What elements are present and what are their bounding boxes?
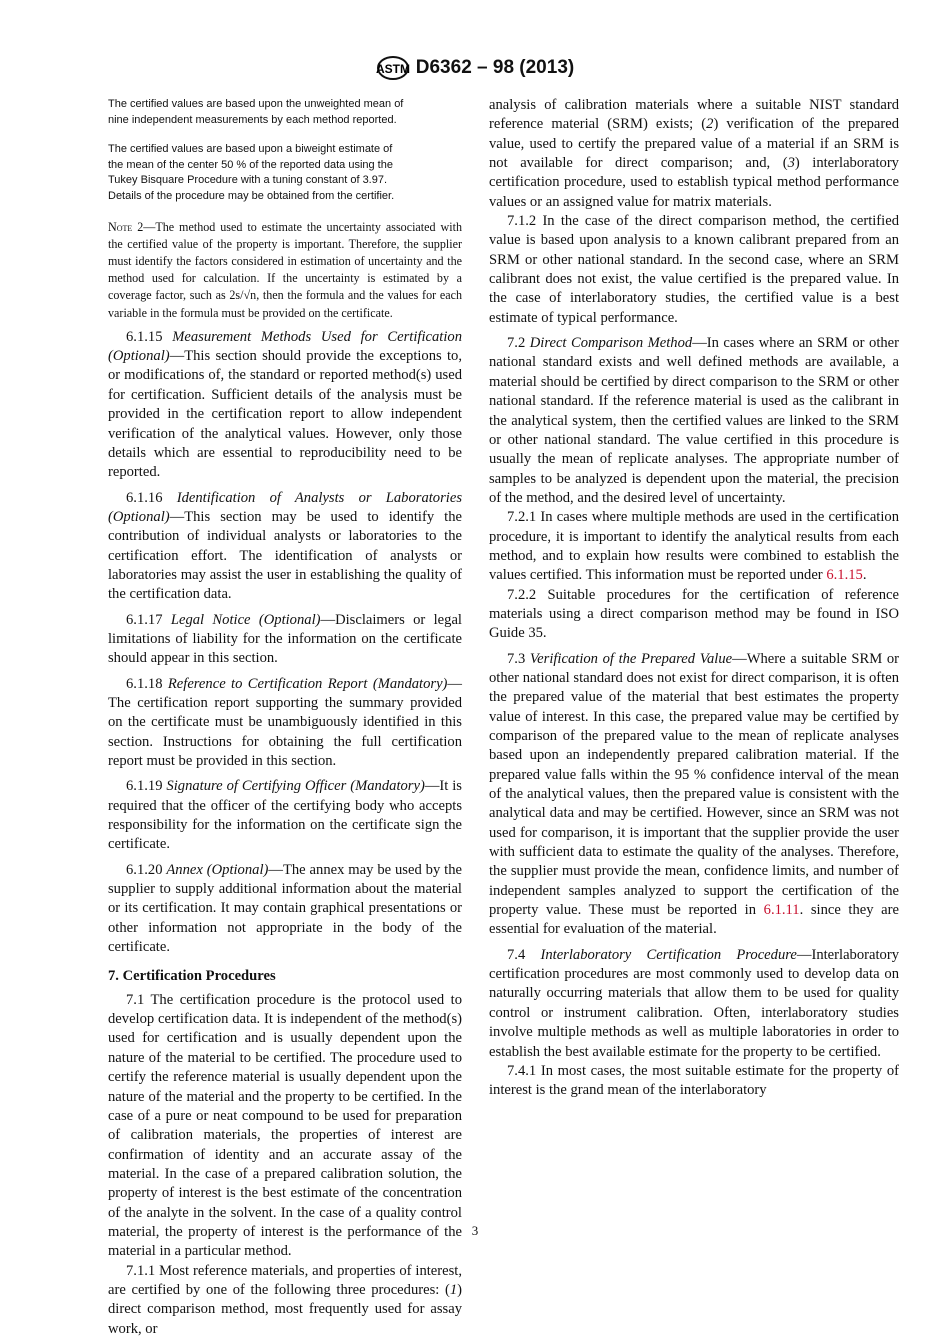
link-6-1-15[interactable]: 6.1.15 [826, 567, 863, 584]
section-7-1-2: 7.1.2 In the case of the direct comparison method, the certified value is based upon analysis to a known calibrant prepared from an SRM or other national standard. In the second case, where an SRM calibrant does not exist, the value certified is the prepared value. In the case of interlaboratory studies, the certified value is a best estimate of typical performance. [489, 213, 899, 326]
section-7-1-1: 7.1.1 Most reference materials, and properties of interest, are certified by one of the following three procedures: (1) direct comparison method, most frequently used for assay work, or [108, 1262, 462, 1337]
section-7-2: 7.2 Direct Comparison Method—In cases where an SRM or other national standard exists and well defined methods are available, a material should be certified by direct comparison to the SRM or other national standard. If the reference material is used as the calibrant in the analytical system, then the certified values are linked to the SRM or other national standard. The value certified in this procedure is usually the mean of replicate analyses. The appropriate number of samples to be analyzed is dependent upon the material, the precision of the method, and the desired level of uncertainty. [489, 335, 900, 506]
section-heading: 7. Certification Procedures [108, 968, 276, 985]
section-7-4: 7.4 Interlaboratory Certification Procedure—Interlaboratory certification procedures are most commonly used to develop data on naturally occurring materials that allow them to be used for quality control or instrument calibration. Often, interlaboratory studies involve multiple methods as well as multiple laboratories in order to establish the best available estimate for the property to be certified. [489, 946, 899, 1060]
formula: 2s/√n [229, 288, 257, 303]
footnote: The certified values are based upon the unweighted mean of nine independent measurements by each method reported. [108, 98, 404, 126]
section-7-4-1: 7.4.1 In most cases, the most suitable estimate for the property of interest is the grand mean of the interlaboratory [489, 1062, 899, 1099]
section-6-1-17: 6.1.17 Legal Notice (Optional)—Disclaimers or legal limitations of liability for the information on the certificate should appear in this section. [108, 611, 462, 667]
section-7-2-2: 7.2.2 Suitable procedures for the certification of reference materials using a direct comparison method may be found in ISO Guide 35. [489, 586, 899, 642]
footnote: The certified values are based upon a biweight estimate of the mean of the center 50 % of the reported data using the Tukey Bisquare Procedure with a tuning constant of 3.97. Details of the procedure may be obtained from the certifier. [108, 143, 395, 202]
section-6-1-19: 6.1.19 Signature of Certifying Officer (Mandatory)—It is required that the officer of the certifying body who accepts responsibility for the information on the certificate sign the certificate. [108, 778, 462, 853]
section-6-1-16: 6.1.16 Identification of Analysts or Laboratories (Optional)—This section may be used to identify the contribution of individual analysts or laboratories to the certification effort. The identification of analysts or laboratories may assist the user in establishing the quality of the certification data. [108, 489, 462, 603]
designation: D6362 – 98 (2013) [415, 57, 575, 79]
right-column [489, 96, 899, 1101]
page-header [0, 55, 950, 81]
section-7-2-1: 7.2.1 In cases where multiple methods are used in the certification procedure, it is important to identify the analytical results from each method, and to explain how results were combined to establish the values certified. This information must be reported under 6.1.15. [489, 509, 899, 584]
svg-text:ASTM: ASTM [375, 62, 410, 76]
section-7-3: 7.3 Verification of the Prepared Value—Where a suitable SRM or other national standard does not exist for direct comparison, it is often the prepared value of the material that best estimates the property value of interest. In this case, the prepared value may be certified by comparison of the prepared value to the mean of replicate analyses based upon an independently prepared calibration material. If the prepared value falls within the 95 % confidence interval of the mean of the analytical values, then the prepared value is consistent with the analytical data and may be certified. However, since an SRM was not used for comparison, it is important that the supplier provide the user with sufficient data to estimate the quality of the analyses. Therefore, the supplier must provide the mean, confidence limits, and number of independent samples analyzed to support the certification of the property value. These must be reported in 6.1.11. since they are essential for evaluation of the material. [489, 650, 899, 938]
section-6-1-15: 6.1.15 Measurement Methods Used for Certification (Optional)—This section should provide the exceptions to, or modifications of, the standard or reported method(s) used for certification. Sufficient details of the analysis must be provided in the certification report to allow independent verification of the analytical values. However, only those details which are essential to reproducibility need to be reported. [108, 328, 462, 481]
left-column [108, 97, 462, 1339]
page-number: 3 [471, 1223, 479, 1238]
astm-logo-icon [376, 55, 410, 81]
section-6-1-18: 6.1.18 Reference to Certification Report (Mandatory)—The certification report supporting the summary provided on the certificate must be unambiguously identified in this section. Instructions for obtaining the full certification report must be provided in this section. [108, 675, 462, 769]
section-7-1: 7.1 The certification procedure is the protocol used to develop certification data. It is independent of the method(s) used for certification and is usually dependent upon the nature of the material to be certified. The procedure used to certify the reference material is usually dependent upon the nature of the material and the property to be certified. In the case of a pure or neat compound to be used for preparation of calibration materials, the properties of interest are confirmation of identity and an accurate assay of the material. In the case of a prepared calibration solution, the property of interest is the best estimate of the concentration of the analyte in the solvent. In the case of a quality control material, the property of interest is the performance of the material in a particular method. [108, 991, 462, 1260]
section-6-1-20: 6.1.20 Annex (Optional)—The annex may be used by the supplier to supply additional information about the material or its certification. It may contain graphical presentations or other information not appropriate in the body of the certificate. [108, 861, 462, 956]
note-2: Note 2—The method used to estimate the uncertainty associated with the certified value of the property is important. Therefore, the supplier must identify the factors considered in estimation of uncertainty and the method used for calculation. If the uncertainty is estimated by a coverage factor, such as 2s/√n, then the formula and the values for each variable in the formula must be provided on the certificate. [108, 219, 462, 320]
link-6-1-11[interactable]: 6.1.11 [763, 902, 800, 919]
section-7-1-1-cont: analysis of calibration materials where a suitable NIST standard reference material (SRM) exists; (2) verification of the prepared value, used to certify the prepared value of a material if an SRM is not available for direct comparison; and, (3) interlaboratory certification procedure, used to establish typical method performance values or an assigned value for matrix materials. [489, 97, 899, 210]
